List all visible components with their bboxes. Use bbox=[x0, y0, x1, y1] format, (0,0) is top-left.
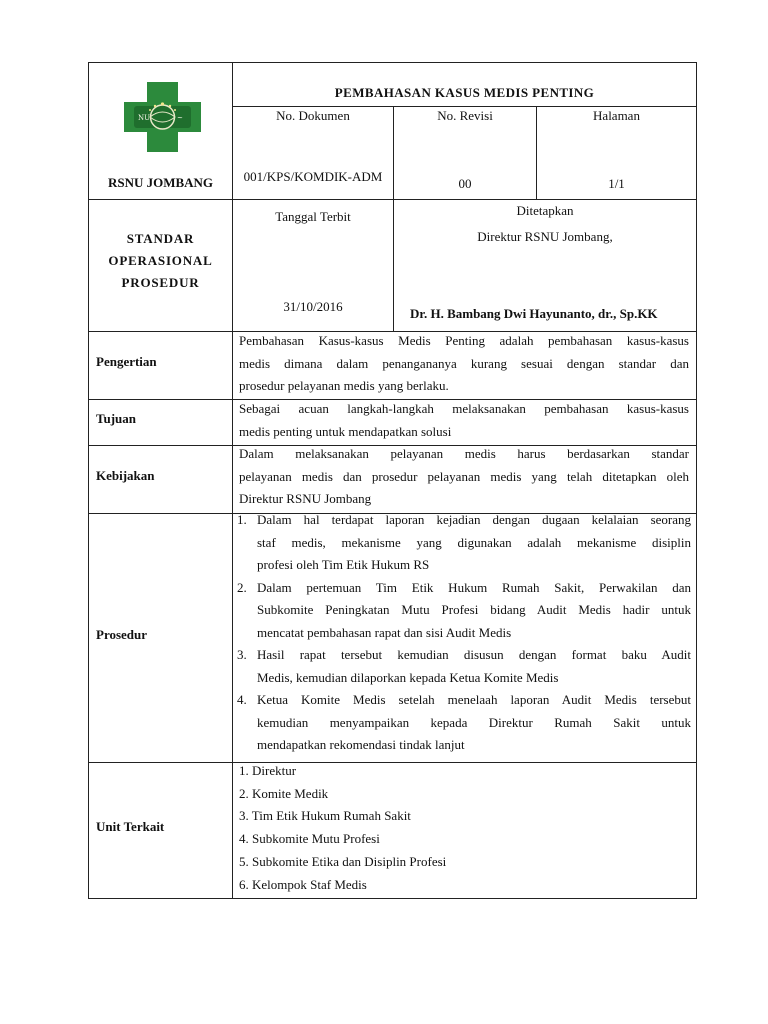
tujuan-line: medis penting untuk mendapatkan solusi bbox=[239, 423, 452, 439]
signatory-name: Dr. H. Bambang Dwi Hayunanto, dr., Sp.KK bbox=[410, 306, 658, 321]
pengertian-text bbox=[239, 330, 689, 398]
prosedur-list bbox=[231, 509, 691, 757]
unit-terkait-item: 6. Kelompok Staf Medis bbox=[239, 876, 367, 892]
svg-text:NU: NU bbox=[138, 114, 151, 122]
halaman-label: Halaman bbox=[593, 108, 640, 123]
no-dokumen-label: No. Dokumen bbox=[276, 108, 350, 123]
prosedur-item-line: mencatat pembahasan rapat dan sisi Audit Medis bbox=[257, 624, 512, 640]
kebijakan-line: Direktur RSNU Jombang bbox=[239, 491, 372, 506]
prosedur-label: Prosedur bbox=[96, 627, 148, 642]
unit-terkait-item: 5. Subkomite Etika dan Disiplin Profesi bbox=[239, 853, 447, 869]
prosedur-item-number: 1. bbox=[237, 512, 247, 527]
ditetapkan-label: Ditetapkan bbox=[516, 203, 574, 218]
kebijakan-line: pelayanan medis dan prosedur pelayanan medis yang telah ditetapkan oleh bbox=[239, 468, 689, 484]
prosedur-item-number: 3. bbox=[237, 647, 247, 662]
kebijakan-label: Kebijakan bbox=[96, 468, 155, 483]
kebijakan-text bbox=[239, 443, 689, 511]
prosedur-item bbox=[231, 644, 691, 689]
prosedur-item-number: 4. bbox=[237, 692, 247, 707]
prosedur-item-line: mendapatkan rekomendasi tindak lanjut bbox=[257, 737, 465, 752]
pengertian-label: Pengertian bbox=[96, 354, 157, 369]
pengertian-line: medis dimana dalam penangananya kurang sesuai dengan standar dan bbox=[239, 355, 689, 371]
tujuan-text bbox=[239, 398, 689, 443]
document-title: PEMBAHASAN KASUS MEDIS PENTING bbox=[334, 85, 595, 100]
tujuan-label: Tujuan bbox=[96, 411, 136, 426]
unit-terkait-label: Unit Terkait bbox=[96, 819, 165, 834]
hospital-logo bbox=[124, 82, 201, 152]
tujuan-line: Sebagai acuan langkah-langkah melaksanakan pembahasan kasus-kasus bbox=[239, 401, 689, 416]
sop-document bbox=[88, 62, 697, 899]
pengertian-line: prosedur pelayanan medis yang berlaku. bbox=[239, 378, 449, 393]
halaman-value: 1/1 bbox=[608, 176, 625, 191]
hospital-name: RSNU JOMBANG bbox=[107, 175, 214, 190]
prosedur-item-line: staf medis, mekanisme yang digunakan adalah mekanisme disiplin bbox=[257, 534, 691, 550]
no-revisi-label: No. Revisi bbox=[437, 108, 493, 123]
kebijakan-line: Dalam melaksanakan pelayanan medis harus berdasarkan standar bbox=[239, 446, 689, 461]
no-dokumen-value: 001/KPS/KOMDIK-ADM bbox=[243, 169, 383, 184]
unit-terkait-list bbox=[239, 760, 446, 896]
unit-terkait-item: 2. Komite Medik bbox=[239, 785, 329, 801]
prosedur-item-line: profesi oleh Tim Etik Hukum RS bbox=[257, 557, 430, 572]
tanggal-terbit-label: Tanggal Terbit bbox=[275, 209, 351, 224]
tanggal-terbit-value: 31/10/2016 bbox=[283, 299, 343, 314]
prosedur-item-line: Dalam hal terdapat laporan kejadian dengan dugaan kelalaian seorang bbox=[257, 512, 691, 527]
prosedur-item-line: Hasil rapat tersebut kemudian disusun dengan format baku Audit bbox=[257, 647, 691, 662]
unit-terkait-item: 1. Direktur bbox=[239, 763, 297, 778]
no-revisi-value: 00 bbox=[458, 176, 472, 191]
prosedur-item bbox=[231, 689, 691, 757]
nu-cross-emblem-icon bbox=[124, 82, 201, 152]
direktur-title: Direktur RSNU Jombang, bbox=[477, 229, 613, 244]
sop-line-standar: STANDAR bbox=[126, 231, 195, 246]
unit-terkait-item: 3. Tim Etik Hukum Rumah Sakit bbox=[239, 808, 411, 824]
pengertian-line: Pembahasan Kasus-kasus Medis Penting adalah pembahasan kasus-kasus bbox=[239, 333, 689, 348]
unit-terkait-item: 4. Subkomite Mutu Profesi bbox=[239, 831, 380, 847]
prosedur-item bbox=[231, 509, 691, 577]
prosedur-item-number: 2. bbox=[237, 579, 247, 595]
prosedur-item-line: Dalam pertemuan Tim Etik Hukum Rumah Sakit, Perwakilan dan bbox=[257, 579, 691, 595]
sop-line-operasional: OPERASIONAL bbox=[108, 253, 213, 268]
prosedur-item-line: Ketua Komite Medis setelah menelaah laporan Audit Medis tersebut bbox=[257, 692, 691, 707]
prosedur-item bbox=[231, 577, 691, 645]
svg-text:~: ~ bbox=[177, 114, 183, 122]
prosedur-item-line: Medis, kemudian dilaporkan kepada Ketua Komite Medis bbox=[257, 669, 559, 685]
prosedur-item-line: Subkomite Peningkatan Mutu Profesi bidang Audit Medis hadir untuk bbox=[257, 602, 691, 617]
sop-line-prosedur: PROSEDUR bbox=[121, 275, 200, 290]
prosedur-item-line: kemudian menyampaikan kepada Direktur Rumah Sakit untuk bbox=[257, 714, 691, 730]
